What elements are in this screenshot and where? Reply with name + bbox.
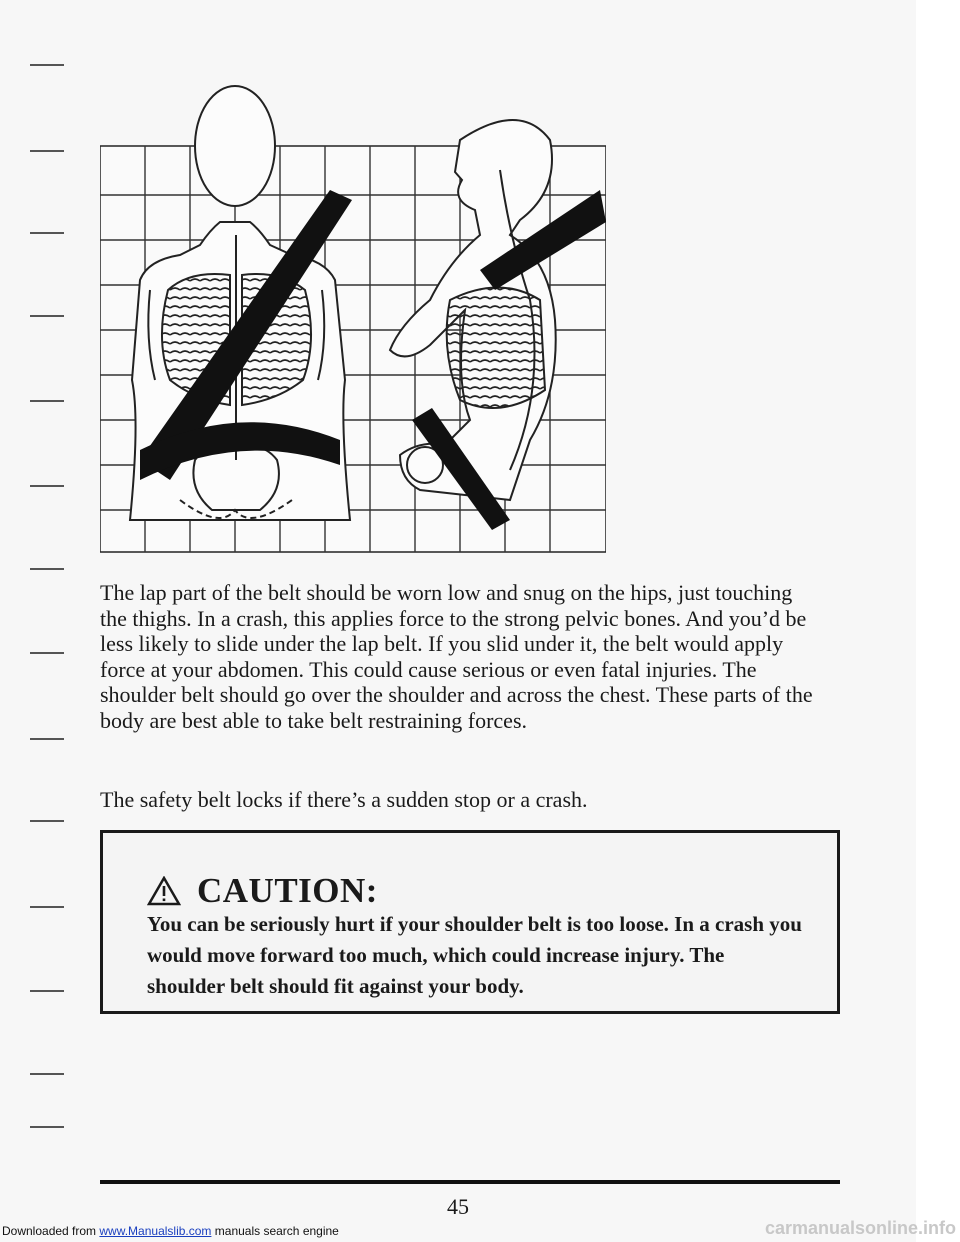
margin-tick: [30, 400, 64, 402]
download-suffix: manuals search engine: [211, 1224, 339, 1238]
page-number: 45: [447, 1194, 469, 1219]
margin-tick: [30, 315, 64, 317]
margin-tick: [30, 906, 64, 908]
manualslib-link[interactable]: www.Manualslib.com: [99, 1224, 212, 1238]
margin-tick: [30, 652, 64, 654]
caution-text: You can be seriously hurt if your shoulder belt is too loose. In a crash you would move forward too much, which could increase injury. The shoulder belt should fit against your body.: [147, 912, 802, 998]
caution-heading: [147, 871, 378, 911]
footer-rule: [100, 1180, 840, 1184]
margin-tick: [30, 738, 64, 740]
margin-tick: [30, 485, 64, 487]
margin-tick: [30, 64, 64, 66]
caution-heading-label: CAUTION:: [197, 871, 378, 910]
download-prefix: Downloaded from: [2, 1224, 100, 1238]
body-paragraph: The lap part of the belt should be worn low and snug on the hips, just touching the thighs. In a crash, this applies force to the strong pelvic bones. And you’d be less likely to slide under the lap belt. If you slid under it, the belt would apply force at your abdomen. This could cause serious or even fatal injuries. The shoulder belt should go over the shoulder and across the chest. These parts of the body are best able to take belt restraining forces.: [100, 580, 813, 733]
margin-tick: [30, 820, 64, 822]
watermark: carmanualsonline.info: [764, 1218, 956, 1238]
margin-tick: [30, 568, 64, 570]
warning-triangle-icon: [147, 876, 181, 906]
download-note: [2, 1224, 339, 1238]
margin-tick: [30, 1073, 64, 1075]
margin-tick: [30, 150, 64, 152]
margin-tick: [30, 1126, 64, 1128]
caution-box: [100, 830, 840, 1014]
margin-tick: [30, 990, 64, 992]
safety-belt-skeleton-illustration: [100, 60, 606, 554]
body-paragraph: The safety belt locks if there’s a sudden stop or a crash.: [100, 787, 588, 812]
margin-tick: [30, 232, 64, 234]
